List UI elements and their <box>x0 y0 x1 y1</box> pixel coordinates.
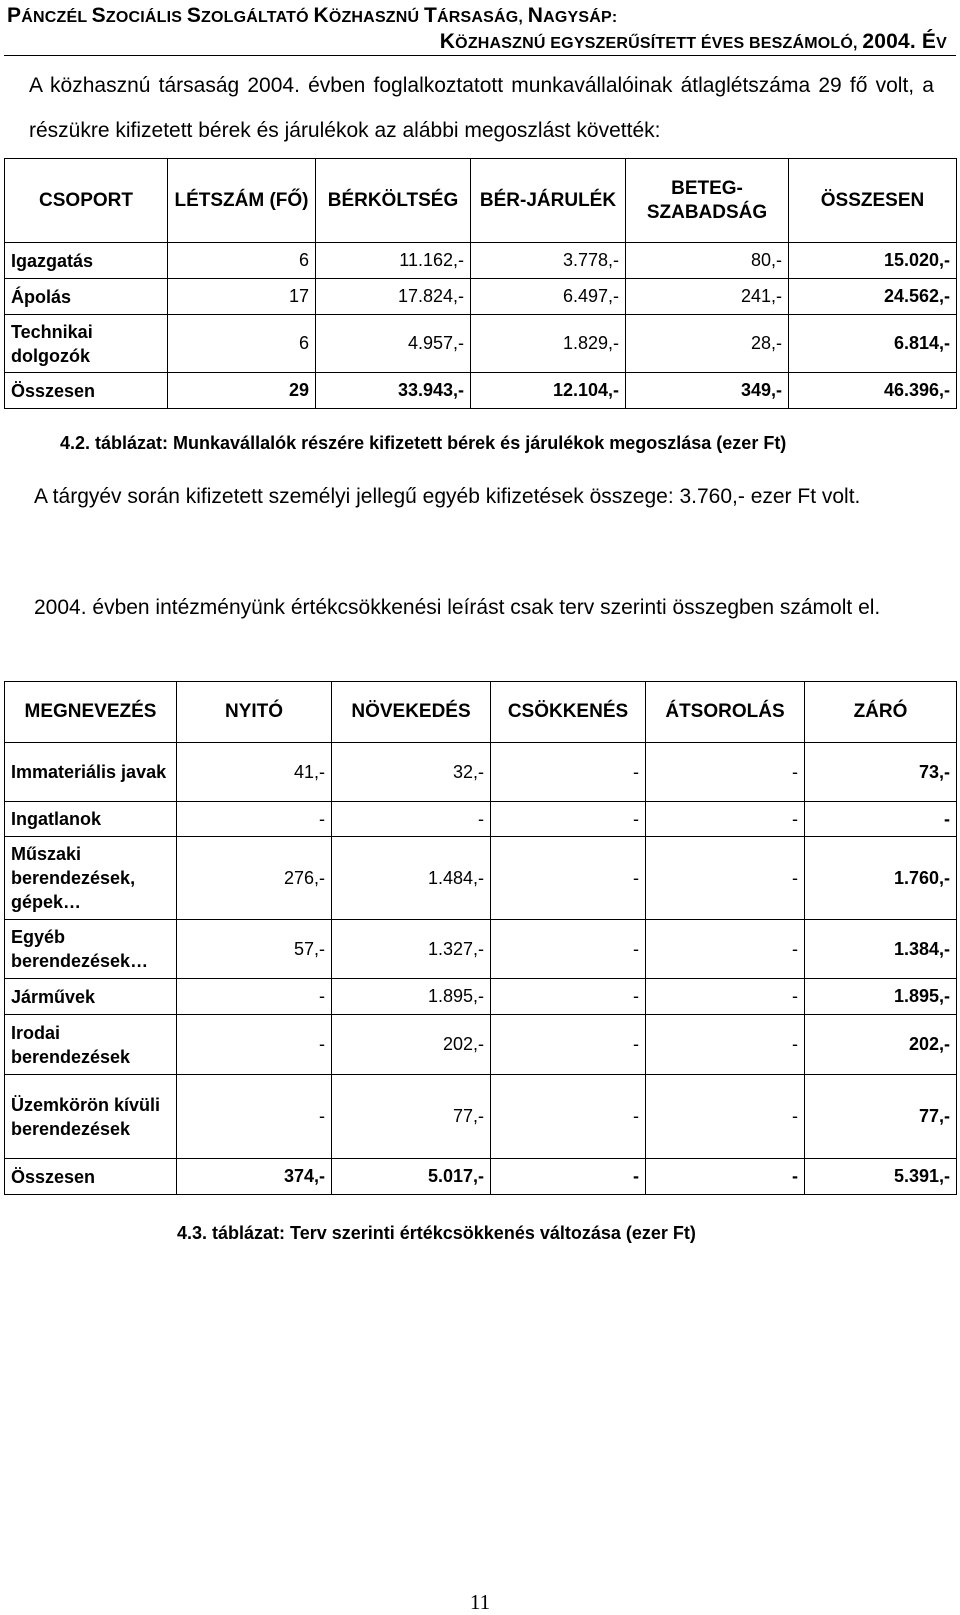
header-text: É <box>921 30 937 53</box>
row-label: Immateriális javak <box>5 743 177 802</box>
column-header: BÉRKÖLTSÉG <box>316 159 471 243</box>
cell: - <box>646 1075 805 1159</box>
cell: 57,- <box>177 920 332 979</box>
cell: 77,- <box>332 1075 491 1159</box>
row-total-cell: 1.760,- <box>805 837 957 920</box>
header-text: S <box>91 4 106 27</box>
row-label: Ingatlanok <box>5 802 177 837</box>
cell: 6 <box>168 243 316 279</box>
row-total-cell: 1.895,- <box>805 979 957 1015</box>
table-row <box>5 1015 957 1075</box>
table-row <box>5 837 957 920</box>
document-header-title <box>7 4 617 28</box>
cell: - <box>646 837 805 920</box>
header-text: 2004. <box>862 30 922 53</box>
cell: - <box>491 1159 646 1195</box>
cell: 1.327,- <box>332 920 491 979</box>
cell: 28,- <box>626 315 789 373</box>
cell: - <box>646 979 805 1015</box>
cell: - <box>491 802 646 837</box>
intro-paragraph: A közhasznú társaság 2004. évben foglalkoztatott munkavállalóinak átlaglétszáma 29 fő volt, a részükre kifizetett bérek és járulékok az alábbi megoszlást követték: <box>29 74 934 142</box>
cell: 41,- <box>177 743 332 802</box>
column-header: NÖVEKEDÉS <box>332 682 491 743</box>
header-text: ÁNCZÉL <box>21 9 92 26</box>
row-label: Összesen <box>5 373 168 409</box>
cell: 12.104,- <box>471 373 626 409</box>
cell: - <box>646 802 805 837</box>
cell: 11.162,- <box>316 243 471 279</box>
header-text: ÖZHASZNÚ EGYSZERŰSÍTETT ÉVES BESZÁMOLÓ, <box>455 35 863 52</box>
row-label: Igazgatás <box>5 243 168 279</box>
table-row <box>5 979 957 1015</box>
header-text: ZOLGÁLTATÓ <box>201 9 314 26</box>
row-label: Egyéb berendezések… <box>5 920 177 979</box>
cell: 1.484,- <box>332 837 491 920</box>
table-row <box>5 279 957 315</box>
column-header: ZÁRÓ <box>805 682 957 743</box>
cell: 6.497,- <box>471 279 626 315</box>
row-total-cell: 202,- <box>805 1015 957 1075</box>
wages-table <box>4 158 957 409</box>
cell: - <box>177 802 332 837</box>
cell: 80,- <box>626 243 789 279</box>
column-header: BETEG-SZABADSÁG <box>626 159 789 243</box>
header-text: AGYSÁP: <box>543 9 618 26</box>
row-total-cell: 46.396,- <box>789 373 957 409</box>
cell: 374,- <box>177 1159 332 1195</box>
table-row <box>5 802 957 837</box>
cell: 17 <box>168 279 316 315</box>
header-text: S <box>186 4 202 27</box>
cell: - <box>491 837 646 920</box>
document-header-subtitle <box>440 30 947 54</box>
row-total-cell: 15.020,- <box>789 243 957 279</box>
column-header: MEGNEVEZÉS <box>5 682 177 743</box>
column-header: ÖSSZESEN <box>789 159 957 243</box>
cell: - <box>491 920 646 979</box>
row-label: Üzemkörön kívüli berendezések <box>5 1075 177 1159</box>
column-header: CSÖKKENÉS <box>491 682 646 743</box>
cell: - <box>491 979 646 1015</box>
table-row <box>5 743 957 802</box>
row-total-cell: 1.384,- <box>805 920 957 979</box>
table-row <box>5 243 957 279</box>
row-label: Irodai berendezések <box>5 1015 177 1075</box>
table-total-row <box>5 373 957 409</box>
cell: 202,- <box>332 1015 491 1075</box>
table2-caption: 4.3. táblázat: Terv szerinti értékcsökkenés változása (ezer Ft) <box>177 1223 696 1243</box>
header-text: P <box>7 4 22 27</box>
row-total-cell: 24.562,- <box>789 279 957 315</box>
other-payments-paragraph: A tárgyév során kifizetett személyi jellegű egyéb kifizetések összege: 3.760,- ezer Ft volt. <box>34 485 861 508</box>
cell: 3.778,- <box>471 243 626 279</box>
cell: 17.824,- <box>316 279 471 315</box>
cell: 29 <box>168 373 316 409</box>
column-header: ÁTSOROLÁS <box>646 682 805 743</box>
header-text: K <box>313 4 329 27</box>
row-total-cell: - <box>805 802 957 837</box>
depreciation-table-header-row <box>5 682 957 743</box>
cell: - <box>646 743 805 802</box>
cell: 5.017,- <box>332 1159 491 1195</box>
cell: 6 <box>168 315 316 373</box>
cell: - <box>177 1015 332 1075</box>
cell: 33.943,- <box>316 373 471 409</box>
table1-caption: 4.2. táblázat: Munkavállalók részére kifizetett bérek és járulékok megoszlása (ezer Ft) <box>60 433 787 453</box>
cell: - <box>177 979 332 1015</box>
cell: 349,- <box>626 373 789 409</box>
header-text: N <box>527 4 544 27</box>
header-text: V <box>936 35 947 52</box>
cell: - <box>332 802 491 837</box>
page-number: 11 <box>469 1590 491 1614</box>
row-label: Műszaki berendezések, gépek… <box>5 837 177 920</box>
table-row <box>5 1075 957 1159</box>
cell: 4.957,- <box>316 315 471 373</box>
wages-table-header-row <box>5 159 957 243</box>
depreciation-paragraph: 2004. évben intézményünk értékcsökkenési leírást csak terv szerinti összegben számolt el. <box>34 596 881 619</box>
cell: - <box>177 1075 332 1159</box>
header-divider <box>4 55 956 56</box>
cell: - <box>491 1015 646 1075</box>
cell: - <box>491 743 646 802</box>
row-label: Járművek <box>5 979 177 1015</box>
cell: - <box>491 1075 646 1159</box>
column-header: CSOPORT <box>5 159 168 243</box>
row-total-cell: 5.391,- <box>805 1159 957 1195</box>
row-label: Ápolás <box>5 279 168 315</box>
row-label: Összesen <box>5 1159 177 1195</box>
column-header: NYITÓ <box>177 682 332 743</box>
cell: - <box>646 920 805 979</box>
table-row <box>5 315 957 373</box>
header-text: K <box>439 30 456 53</box>
header-text: T <box>423 4 437 27</box>
header-text: ÖZHASZNÚ <box>328 9 424 26</box>
header-text: ZOCIÁLIS <box>105 9 187 26</box>
row-label: Technikai dolgozók <box>5 315 168 373</box>
depreciation-table <box>4 681 957 1195</box>
cell: 1.895,- <box>332 979 491 1015</box>
row-total-cell: 6.814,- <box>789 315 957 373</box>
cell: 276,- <box>177 837 332 920</box>
row-total-cell: 77,- <box>805 1075 957 1159</box>
column-header: BÉR-JÁRULÉK <box>471 159 626 243</box>
cell: 32,- <box>332 743 491 802</box>
cell: - <box>646 1015 805 1075</box>
table-row <box>5 920 957 979</box>
cell: 241,- <box>626 279 789 315</box>
row-total-cell: 73,- <box>805 743 957 802</box>
column-header: LÉTSZÁM (FŐ) <box>168 159 316 243</box>
cell: 1.829,- <box>471 315 626 373</box>
cell: - <box>646 1159 805 1195</box>
header-text: ÁRSASÁG, <box>436 9 528 26</box>
table-total-row <box>5 1159 957 1195</box>
